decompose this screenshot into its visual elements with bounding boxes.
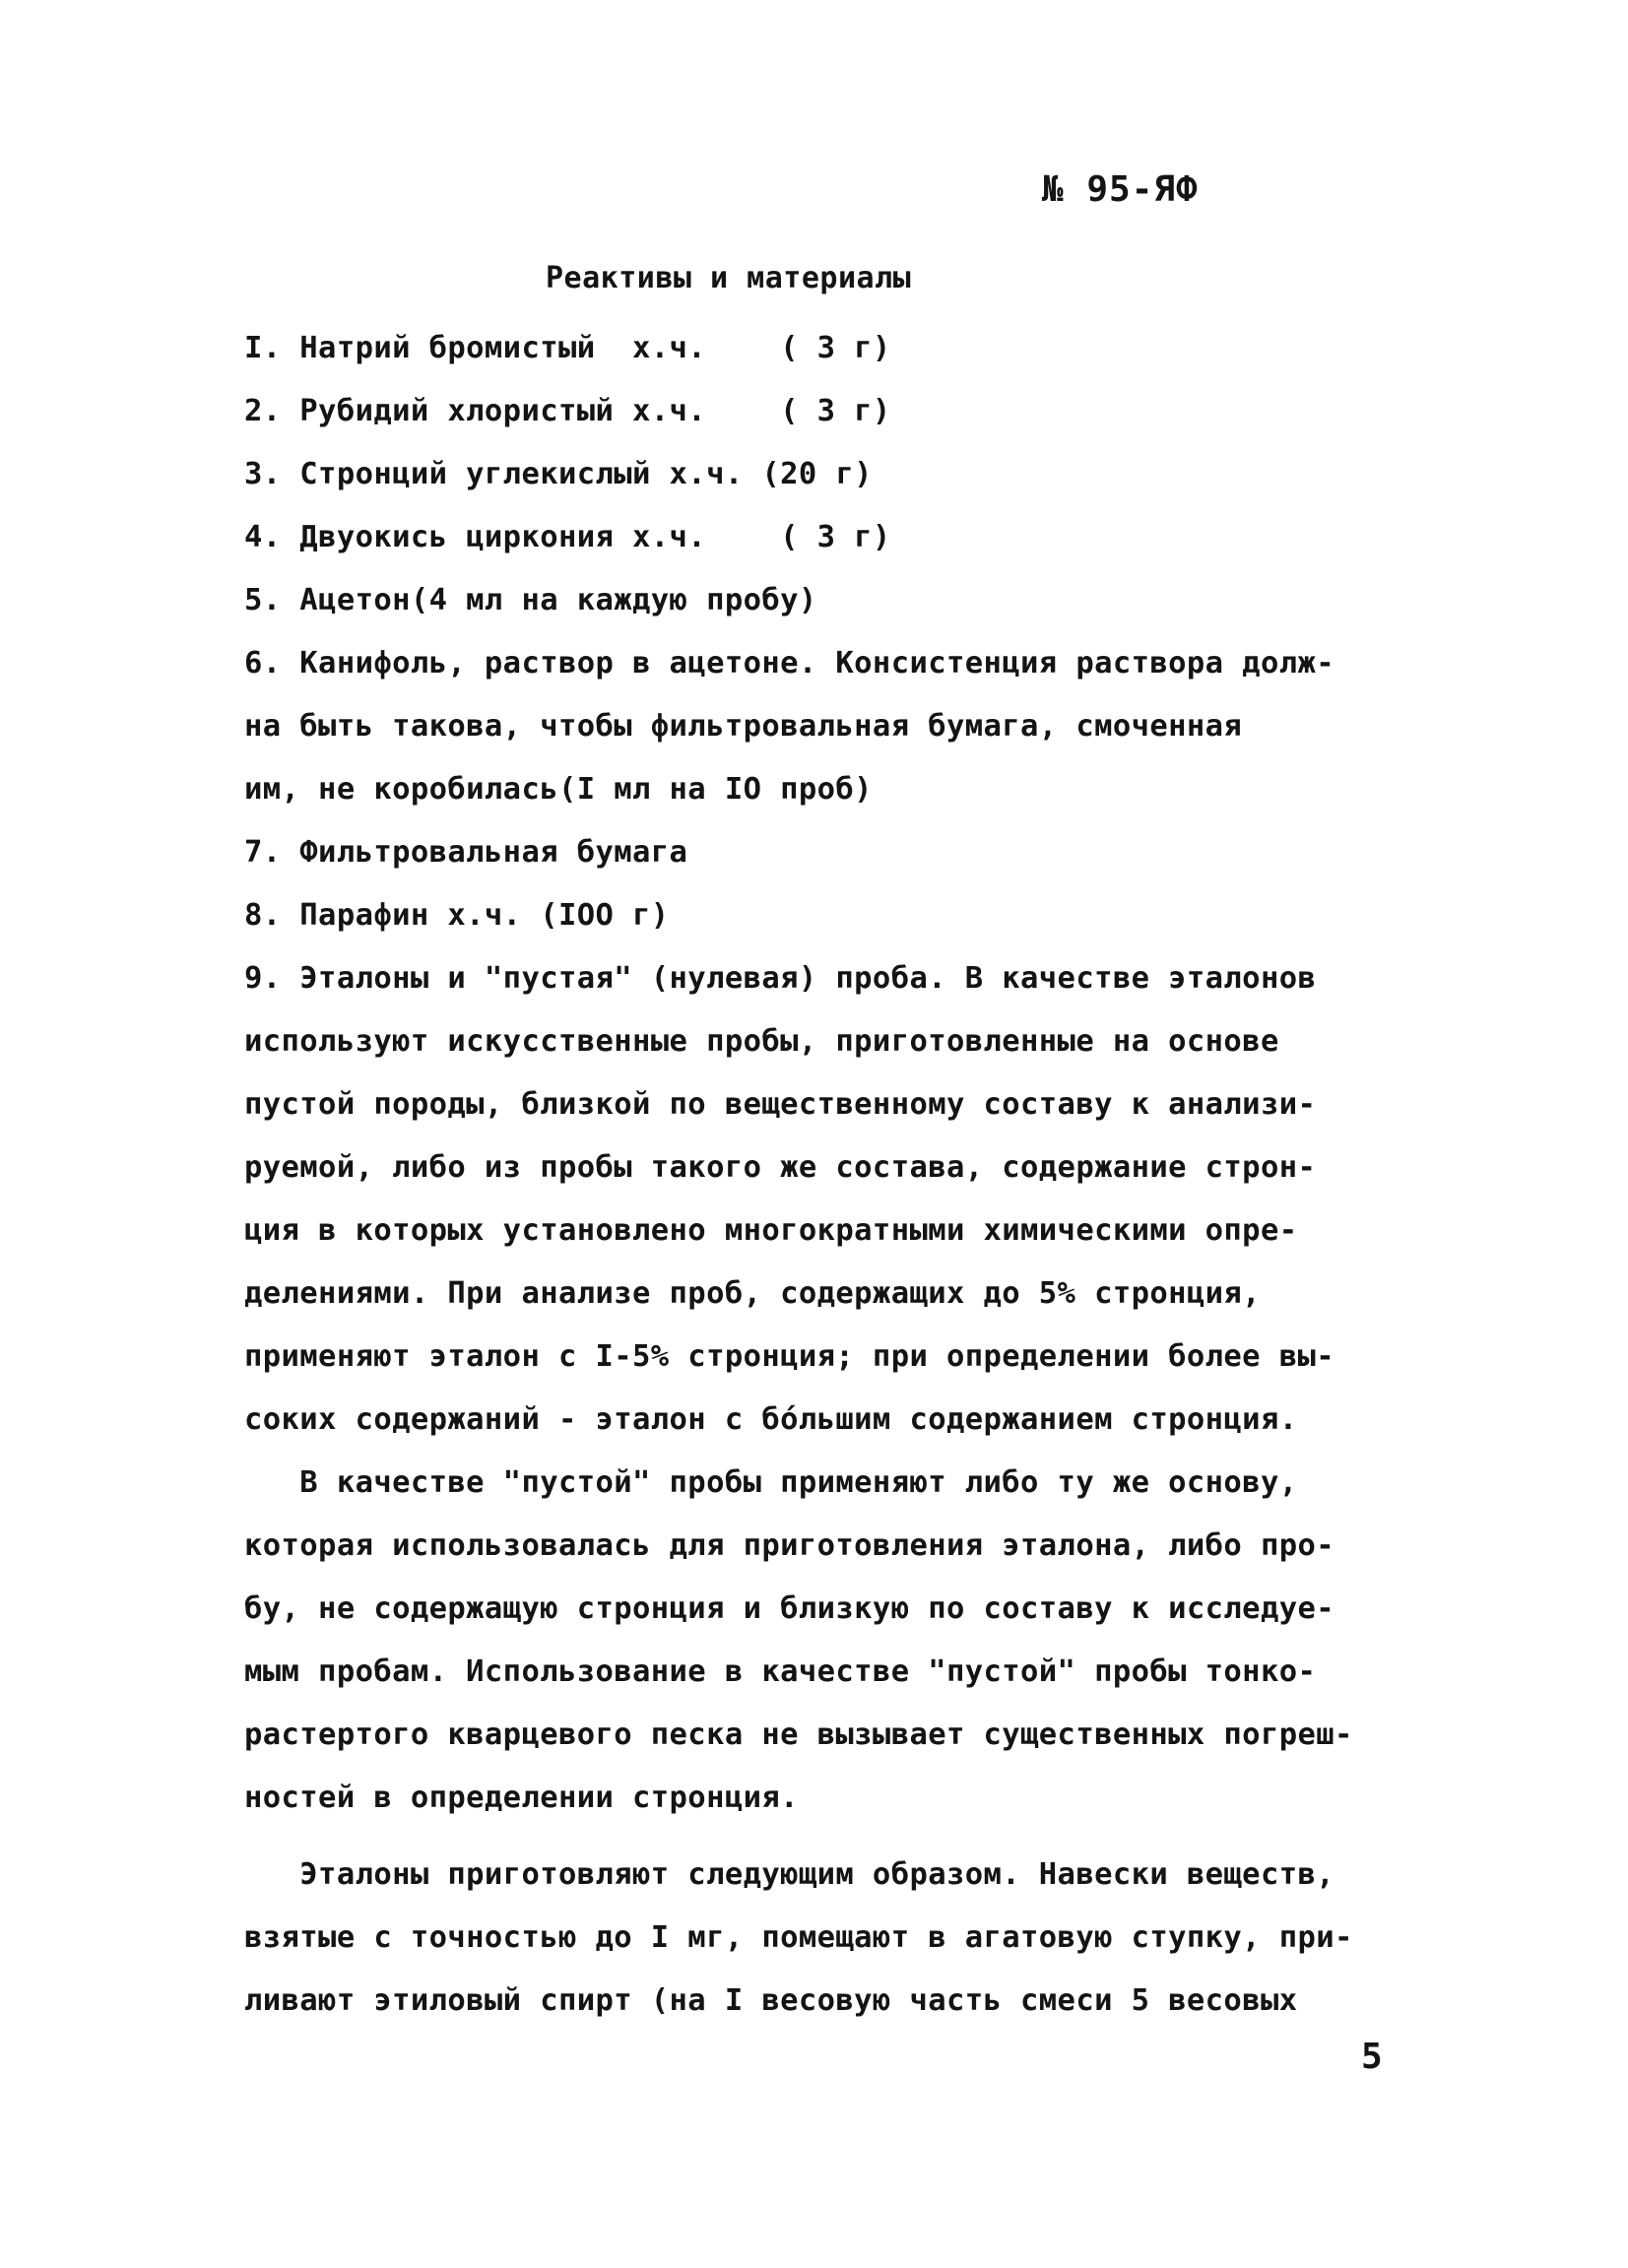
text-line: которая использовалась для приготовления эталона, либо про- (244, 1528, 1335, 1563)
text-line: 5. Ацетон(4 мл на каждую пробу) (244, 583, 817, 617)
text-line: взятые с точностью до I мг, помещают в агатовую ступку, при- (244, 1920, 1353, 1955)
text-line: мым пробам. Использование в качестве "пустой" пробы тонко- (244, 1654, 1317, 1689)
text-line: им, не коробилась(I мл на IO проб) (244, 772, 873, 807)
text-line: 2. Рубидий хлористый х.ч. ( З г) (244, 394, 891, 428)
paragraph-gap (244, 1830, 1406, 1844)
text-line: на быть такова, чтобы фильтровальная бумага, смоченная (244, 709, 1243, 744)
text-line: 7. Фильтровальная бумага (244, 835, 688, 870)
text-line: используют искусственные пробы, приготовленные на основе (244, 1024, 1279, 1059)
text-line: делениями. При анализе проб, содержащих до 5% стронция, (244, 1276, 1261, 1311)
body-text (244, 317, 1406, 2033)
page-number: 5 (1361, 2037, 1383, 2077)
text-line: бу, не содержащую стронция и близкую по составу к исследуе- (244, 1591, 1335, 1626)
text-line: руемой, либо из пробы такого же состава, содержание строн- (244, 1150, 1317, 1185)
text-line: применяют эталон с I-5% стронция; при определении более вы- (244, 1339, 1335, 1374)
text-line: 8. Парафин х.ч. (IOO г) (244, 898, 670, 933)
text-line: ция в которых установлено многократными химическими опре- (244, 1213, 1298, 1248)
text-line: ностей в определении стронция. (244, 1781, 799, 1815)
text-line: В качестве "пустой" пробы применяют либо ту же основу, (244, 1465, 1298, 1500)
text-line: пустой породы, близкой по вещественному составу к анализи- (244, 1087, 1317, 1122)
text-line: 4. Двуокись циркония х.ч. ( З г) (244, 520, 891, 554)
text-line: 3. Стронций углекислый х.ч. (20 г) (244, 457, 873, 491)
text-line: I. Натрий бромистый х.ч. ( З г) (244, 331, 891, 365)
text-line: 6. Канифоль, раствор в ацетоне. Консистенция раствора долж- (244, 646, 1335, 680)
text-line: растертого кварцевого песка не вызывает существенных погреш- (244, 1717, 1353, 1752)
text-line: ливают этиловый спирт (на I весовую часть смеси 5 весовых (244, 1983, 1298, 2018)
text-line: соких содержаний - эталон с бóльшим содержанием стронция. (244, 1402, 1298, 1437)
document-number: № 95-ЯФ (1042, 169, 1199, 210)
section-heading: Реактивы и материалы (546, 261, 912, 295)
text-line: 9. Эталоны и "пустая" (нулевая) проба. В качестве эталонов (244, 961, 1317, 996)
text-line: Эталоны приготовляют следующим образом. Навески веществ, (244, 1857, 1335, 1892)
